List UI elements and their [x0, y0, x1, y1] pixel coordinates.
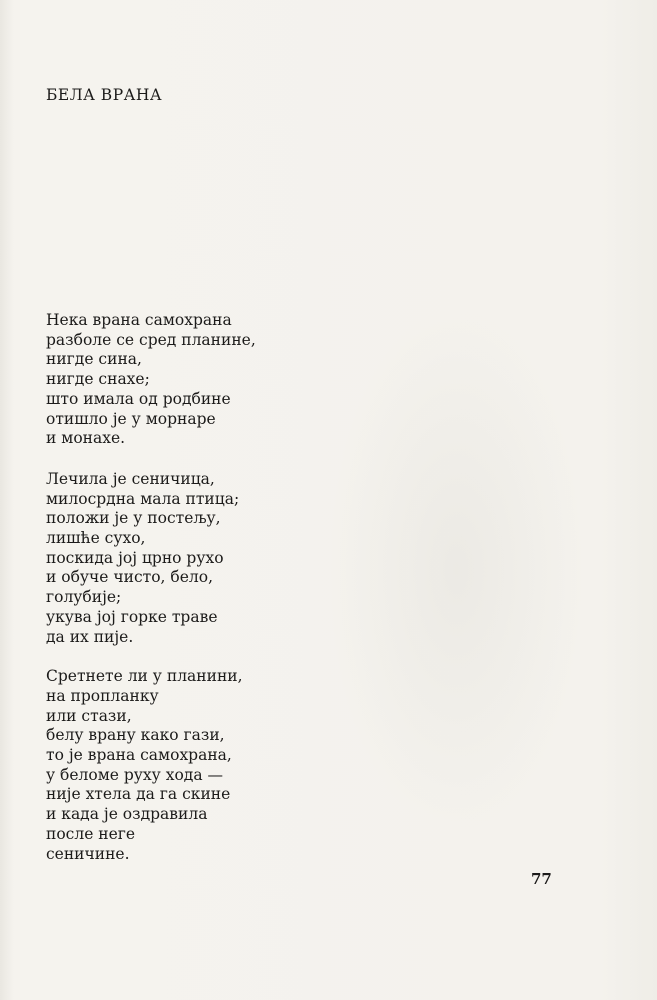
- poem-line: голубије;: [46, 588, 122, 607]
- poem-line: што имала од родбине: [46, 389, 231, 408]
- stanza: [46, 470, 346, 647]
- stanza: [46, 667, 346, 864]
- poem-line: Нека врана самохрана: [46, 311, 232, 329]
- poem-line: лишће сухо,: [46, 529, 146, 548]
- bleed-through-shadow: [327, 300, 587, 840]
- poem-line: на пропланку: [46, 686, 159, 705]
- poem-line: Лечила је сеничица,: [46, 469, 215, 488]
- poem-body: [46, 311, 346, 885]
- poem-line: и обуче чисто, бело,: [46, 568, 214, 587]
- poem-line: или стази,: [46, 706, 132, 725]
- poem-line: да их пије.: [46, 627, 134, 646]
- poem-line: сеничине.: [46, 844, 130, 863]
- poem-line: није хтела да га скине: [46, 785, 231, 804]
- poem-line: белу врану како гази,: [46, 726, 225, 745]
- poem-line: милосрдна мала птица;: [46, 489, 240, 508]
- poem-line: положи је у постељу,: [46, 509, 221, 528]
- poem-line: у беломе руху хода —: [46, 765, 224, 784]
- poem-line: после неге: [46, 824, 136, 843]
- poem-line: разболе се сред планине,: [46, 330, 256, 349]
- page-number: 77: [531, 870, 552, 888]
- poem-line: нигде снахе;: [46, 370, 150, 389]
- poem-line: Сретнете ли у планини,: [46, 667, 243, 686]
- poem-line: и монахе.: [46, 429, 126, 448]
- poem-line: и када је оздравила: [46, 805, 208, 824]
- poem-line: отишло је у морнаре: [46, 409, 216, 428]
- poem-line: то је врана самохрана,: [46, 746, 232, 765]
- poem-line: нигде сина,: [46, 350, 142, 369]
- poem-title: БЕЛА ВРАНА: [46, 86, 163, 104]
- poem-line: укува јој горке траве: [46, 607, 218, 626]
- poem-line: поскида јој црно рухо: [46, 548, 224, 567]
- stanza: [46, 311, 346, 449]
